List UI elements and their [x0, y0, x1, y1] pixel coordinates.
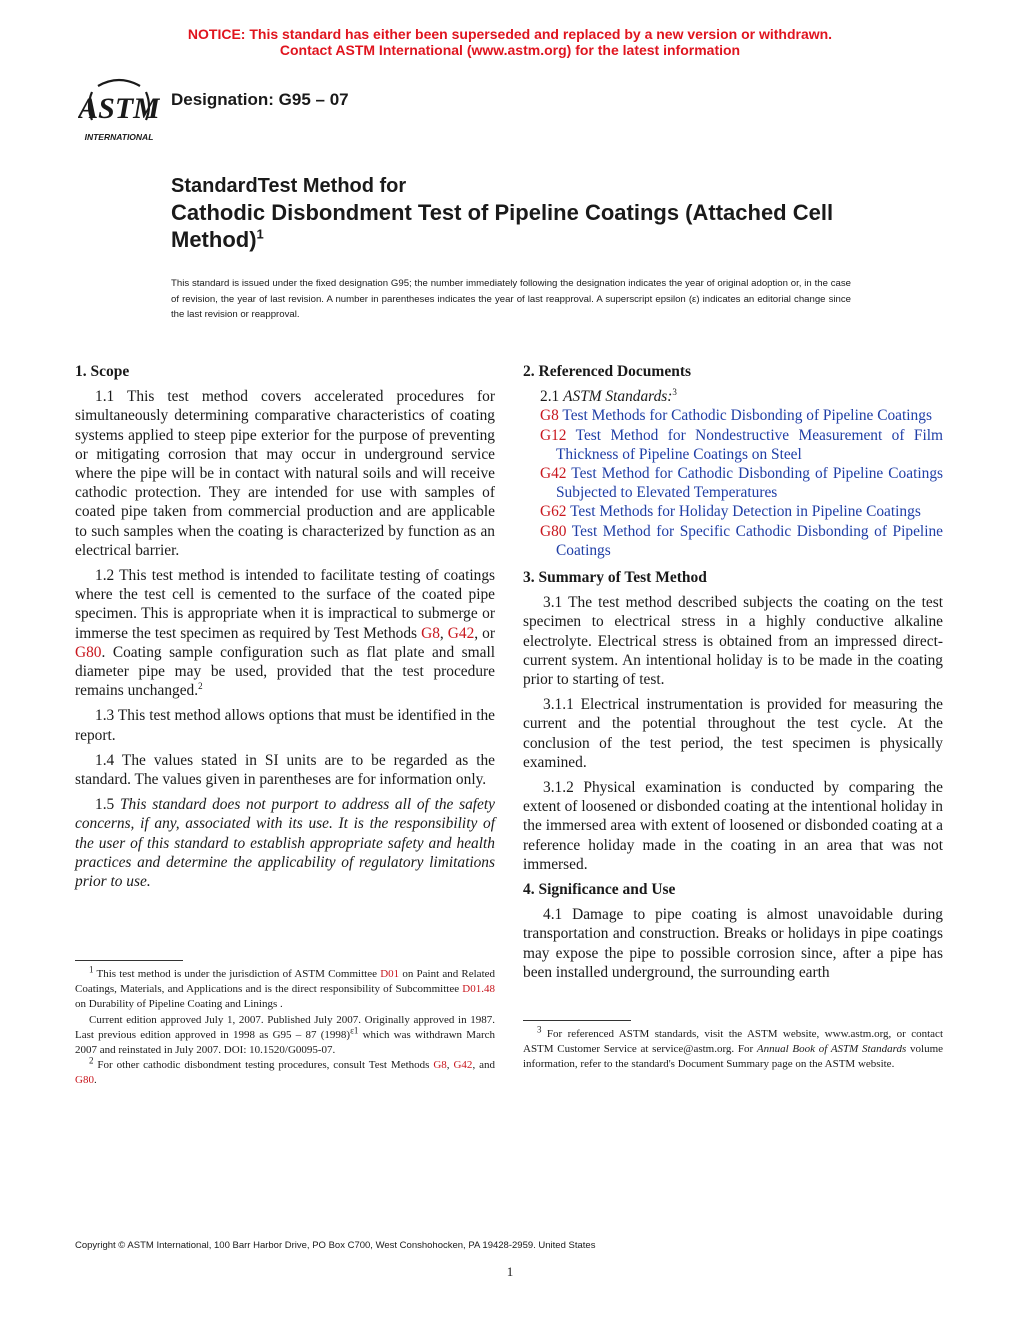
title-line-1: StandardTest Method for	[171, 175, 407, 197]
fn1-mark: 1	[89, 964, 94, 975]
fn2-mark: 2	[89, 1055, 94, 1066]
p1-2-text-a: 1.2 This test method is intended to facilitate testing of coatings where the test cell is cemented to the surface of the coated pipe specimen. This is appropriate when it is impractical to submerge or immerse the test specimen as required by Test Methods	[75, 567, 495, 642]
fn2-sep1: ,	[446, 1059, 454, 1072]
notice-line-1: NOTICE: This standard has either been superseded and replaced by a new version or withdrawn.	[187, 26, 833, 42]
fn3-italic: Annual Book of ASTM Standards	[756, 1043, 907, 1056]
paragraph-3-1-1: 3.1.1 Electrical instrumentation is provided for measuring the current and the potential throughout the test cycle. At the conclusion of the test period, the test specimen is physically examined.	[523, 696, 943, 771]
p2-1-number: 2.1	[540, 388, 564, 406]
footnote-divider	[75, 960, 183, 961]
ref-item-g80	[523, 522, 943, 560]
ref-title-link[interactable]: Test Method for Cathodic Disbonding of Pipeline Coatings Subjected to Elevated Temperatures	[556, 465, 943, 502]
fn1-edition-a: Current edition approved July 1, 2007. Published July 2007. Originally approved in 1987. Last previous edition approved in 1998 as G95 – 87 (1998)	[75, 1013, 495, 1041]
p1-2-sep1: ,	[439, 624, 448, 642]
p1-2-sep2: , or	[474, 624, 495, 642]
paragraph-1-1: 1.1 This test method covers accelerated procedures for simultaneously determining comparative characteristics of coating systems applied to steep pipe exterior for the purpose of preventing or mitigating corrosion that may occur in underground service where the pipe will be in contact with natural soils and will receive cathodic protection. They are intended for use with samples of coated pipe taken from commercial production and are applicable to such samples when the coating is characterized by function as an electrical barrier.	[75, 388, 495, 559]
ref-title-link[interactable]: Test Method for Specific Cathodic Disbonding of Pipeline Coatings	[556, 522, 943, 559]
fn2-end: .	[93, 1074, 97, 1087]
ref-link-g80[interactable]: G80	[75, 1074, 94, 1087]
fn1-text-c: on Durability of Pipeline Coating and Linings .	[75, 998, 283, 1011]
ref-link-d01-48[interactable]: D01.48	[462, 983, 495, 996]
page-number: 1	[506, 1264, 514, 1279]
paragraph-4-1: 4.1 Damage to pipe coating is almost unavoidable during transportation and construction. Breaks or holidays in pipe coatings may expose the pipe to possible corrosion since, after a pipe has been installed underground, the surrounding earth	[523, 906, 943, 981]
right-column	[523, 362, 943, 988]
ref-link-g42[interactable]: G42	[447, 624, 475, 642]
p1-2-text-b: . Coating sample configuration such as flat plate and small diameter pipe may be used, provided that the test procedure remains unchanged.	[75, 643, 495, 700]
left-column	[75, 362, 495, 897]
section-heading-scope: 1. Scope	[75, 363, 130, 380]
section-heading-significance: 4. Significance and Use	[523, 881, 676, 899]
ref-link-d01[interactable]: D01	[380, 968, 400, 980]
p2-1-footnote-mark: 3	[672, 387, 677, 398]
footnote-1	[75, 964, 496, 1013]
fn1-epsilon: ε1	[350, 1025, 359, 1036]
p1-2-footnote-mark: 2	[198, 681, 203, 692]
logo-subtext: INTERNATIONAL	[84, 132, 154, 142]
ref-link-g80[interactable]: G80	[75, 643, 102, 661]
fn1-text-b: on Paint and Related Coatings, Materials, and Applications and is the direct responsibility of Subcommittee	[75, 968, 496, 996]
ref-title-link[interactable]: Test Methods for Holiday Detection in Pipeline Coatings	[570, 503, 921, 521]
ref-title-link[interactable]: Test Method for Nondestructive Measurement of Film Thickness of Pipeline Coatings on Steel	[556, 426, 943, 463]
footnote-1-edition	[75, 1013, 495, 1059]
title-footnote-mark: 1	[256, 226, 264, 242]
ref-code-link[interactable]: G62	[540, 503, 567, 521]
fn3-mark: 3	[537, 1024, 542, 1035]
document-title	[171, 174, 871, 253]
ref-link-g8[interactable]: G8	[433, 1059, 447, 1072]
title-main: Cathodic Disbondment Test of Pipeline Coatings (Attached Cell Method)	[171, 200, 834, 252]
fn2-text: For other cathodic disbondment testing procedures, consult Test Methods	[93, 1059, 434, 1072]
ref-code-link[interactable]: G42	[540, 465, 567, 483]
footnote-3	[523, 1024, 944, 1073]
ref-link-g8[interactable]: G8	[421, 624, 440, 642]
withdrawal-notice	[0, 26, 1020, 58]
p1-5-safety-text: This standard does not purport to address all of the safety concerns, if any, associated with its use. It is the responsibility of the user of this standard to establish appropriate safety and health practices and determine the applicability of regulatory limitations prior to use.	[75, 796, 495, 891]
ref-code-link[interactable]: G80	[540, 522, 567, 540]
astm-logo-icon	[78, 72, 160, 144]
fn1-edition-b: which was withdrawn March 2007 and reinstated in July 2007. DOI: 10.1520/G0095-07.	[75, 1028, 495, 1057]
issue-note: This standard is issued under the fixed designation G95; the number immediately following the designation indicates the year of original adoption or, in the case of revision, the year of last revision. A number in parentheses indicates the year of last reapproval. A superscript epsilon (ε) indicates an editorial change since the last revision or reapproval.	[171, 278, 851, 320]
section-heading-summary: 3. Summary of Test Method	[523, 569, 707, 587]
ref-item-g62	[523, 502, 943, 521]
footnotes-left	[75, 960, 495, 1089]
paragraph-1-5	[75, 795, 495, 891]
fn3-text-b: volume information, refer to the standard's Document Summary page on the ASTM website.	[523, 1043, 944, 1071]
paragraph-3-1: 3.1 The test method described subjects the coating on the test specimen to electrical stress in a highly conductive alkaline electrolyte. Electrical stress is obtained from an impressed direct-current system. An intentional holiday is to be made in the coating prior to starting of test.	[523, 594, 943, 689]
section-heading-referenced-documents: 2. Referenced Documents	[523, 363, 692, 380]
logo-brand-text: ASTM	[78, 92, 160, 125]
footnotes-right	[523, 1020, 943, 1073]
paragraph-1-3: 1.3 This test method allows options that must be identified in the report.	[75, 707, 495, 744]
ref-item-g42	[523, 464, 943, 502]
ref-code-link[interactable]: G8	[540, 407, 559, 425]
ref-item-g12	[523, 426, 943, 464]
fn1-text-a: This test method is under the jurisdiction of ASTM Committee	[93, 968, 381, 980]
designation: Designation: G95 – 07	[171, 90, 349, 109]
footnote-2	[75, 1055, 495, 1088]
paragraph-1-4: 1.4 The values stated in SI units are to be regarded as the standard. The values given in parentheses are for information only.	[75, 751, 495, 789]
paragraph-3-1-2: 3.1.2 Physical examination is conducted by comparing the extent of loosened or disbonded coating at the intentional holiday in the immersed area with extent of loosened or disbonded coating at a reference holiday made in the coating in an area that was not immersed.	[523, 779, 943, 873]
ref-link-g42[interactable]: G42	[453, 1059, 473, 1072]
copyright-line: Copyright © ASTM International, 100 Barr Harbor Drive, PO Box C700, West Conshohocken, PA 19428-2959. United States	[75, 1240, 596, 1251]
ref-code-link[interactable]: G12	[540, 426, 567, 444]
fn2-sep2: , and	[472, 1059, 495, 1072]
notice-line-2: Contact ASTM International (www.astm.org) for the latest information	[279, 42, 741, 58]
fn3-text-a: For referenced ASTM standards, visit the ASTM website, www.astm.org, or contact ASTM Customer Service at service@astm.org. For	[523, 1028, 943, 1056]
ref-title-link[interactable]: Test Methods for Cathodic Disbonding of Pipeline Coatings	[562, 407, 932, 425]
title-line-2	[171, 199, 871, 253]
astm-standards-heading	[523, 387, 943, 406]
ref-item-g8	[523, 406, 943, 425]
paragraph-1-2	[75, 566, 495, 700]
footnote-divider	[523, 1020, 631, 1021]
p2-1-text: ASTM Standards:	[563, 388, 673, 406]
p1-5-number: 1.5	[95, 796, 120, 814]
